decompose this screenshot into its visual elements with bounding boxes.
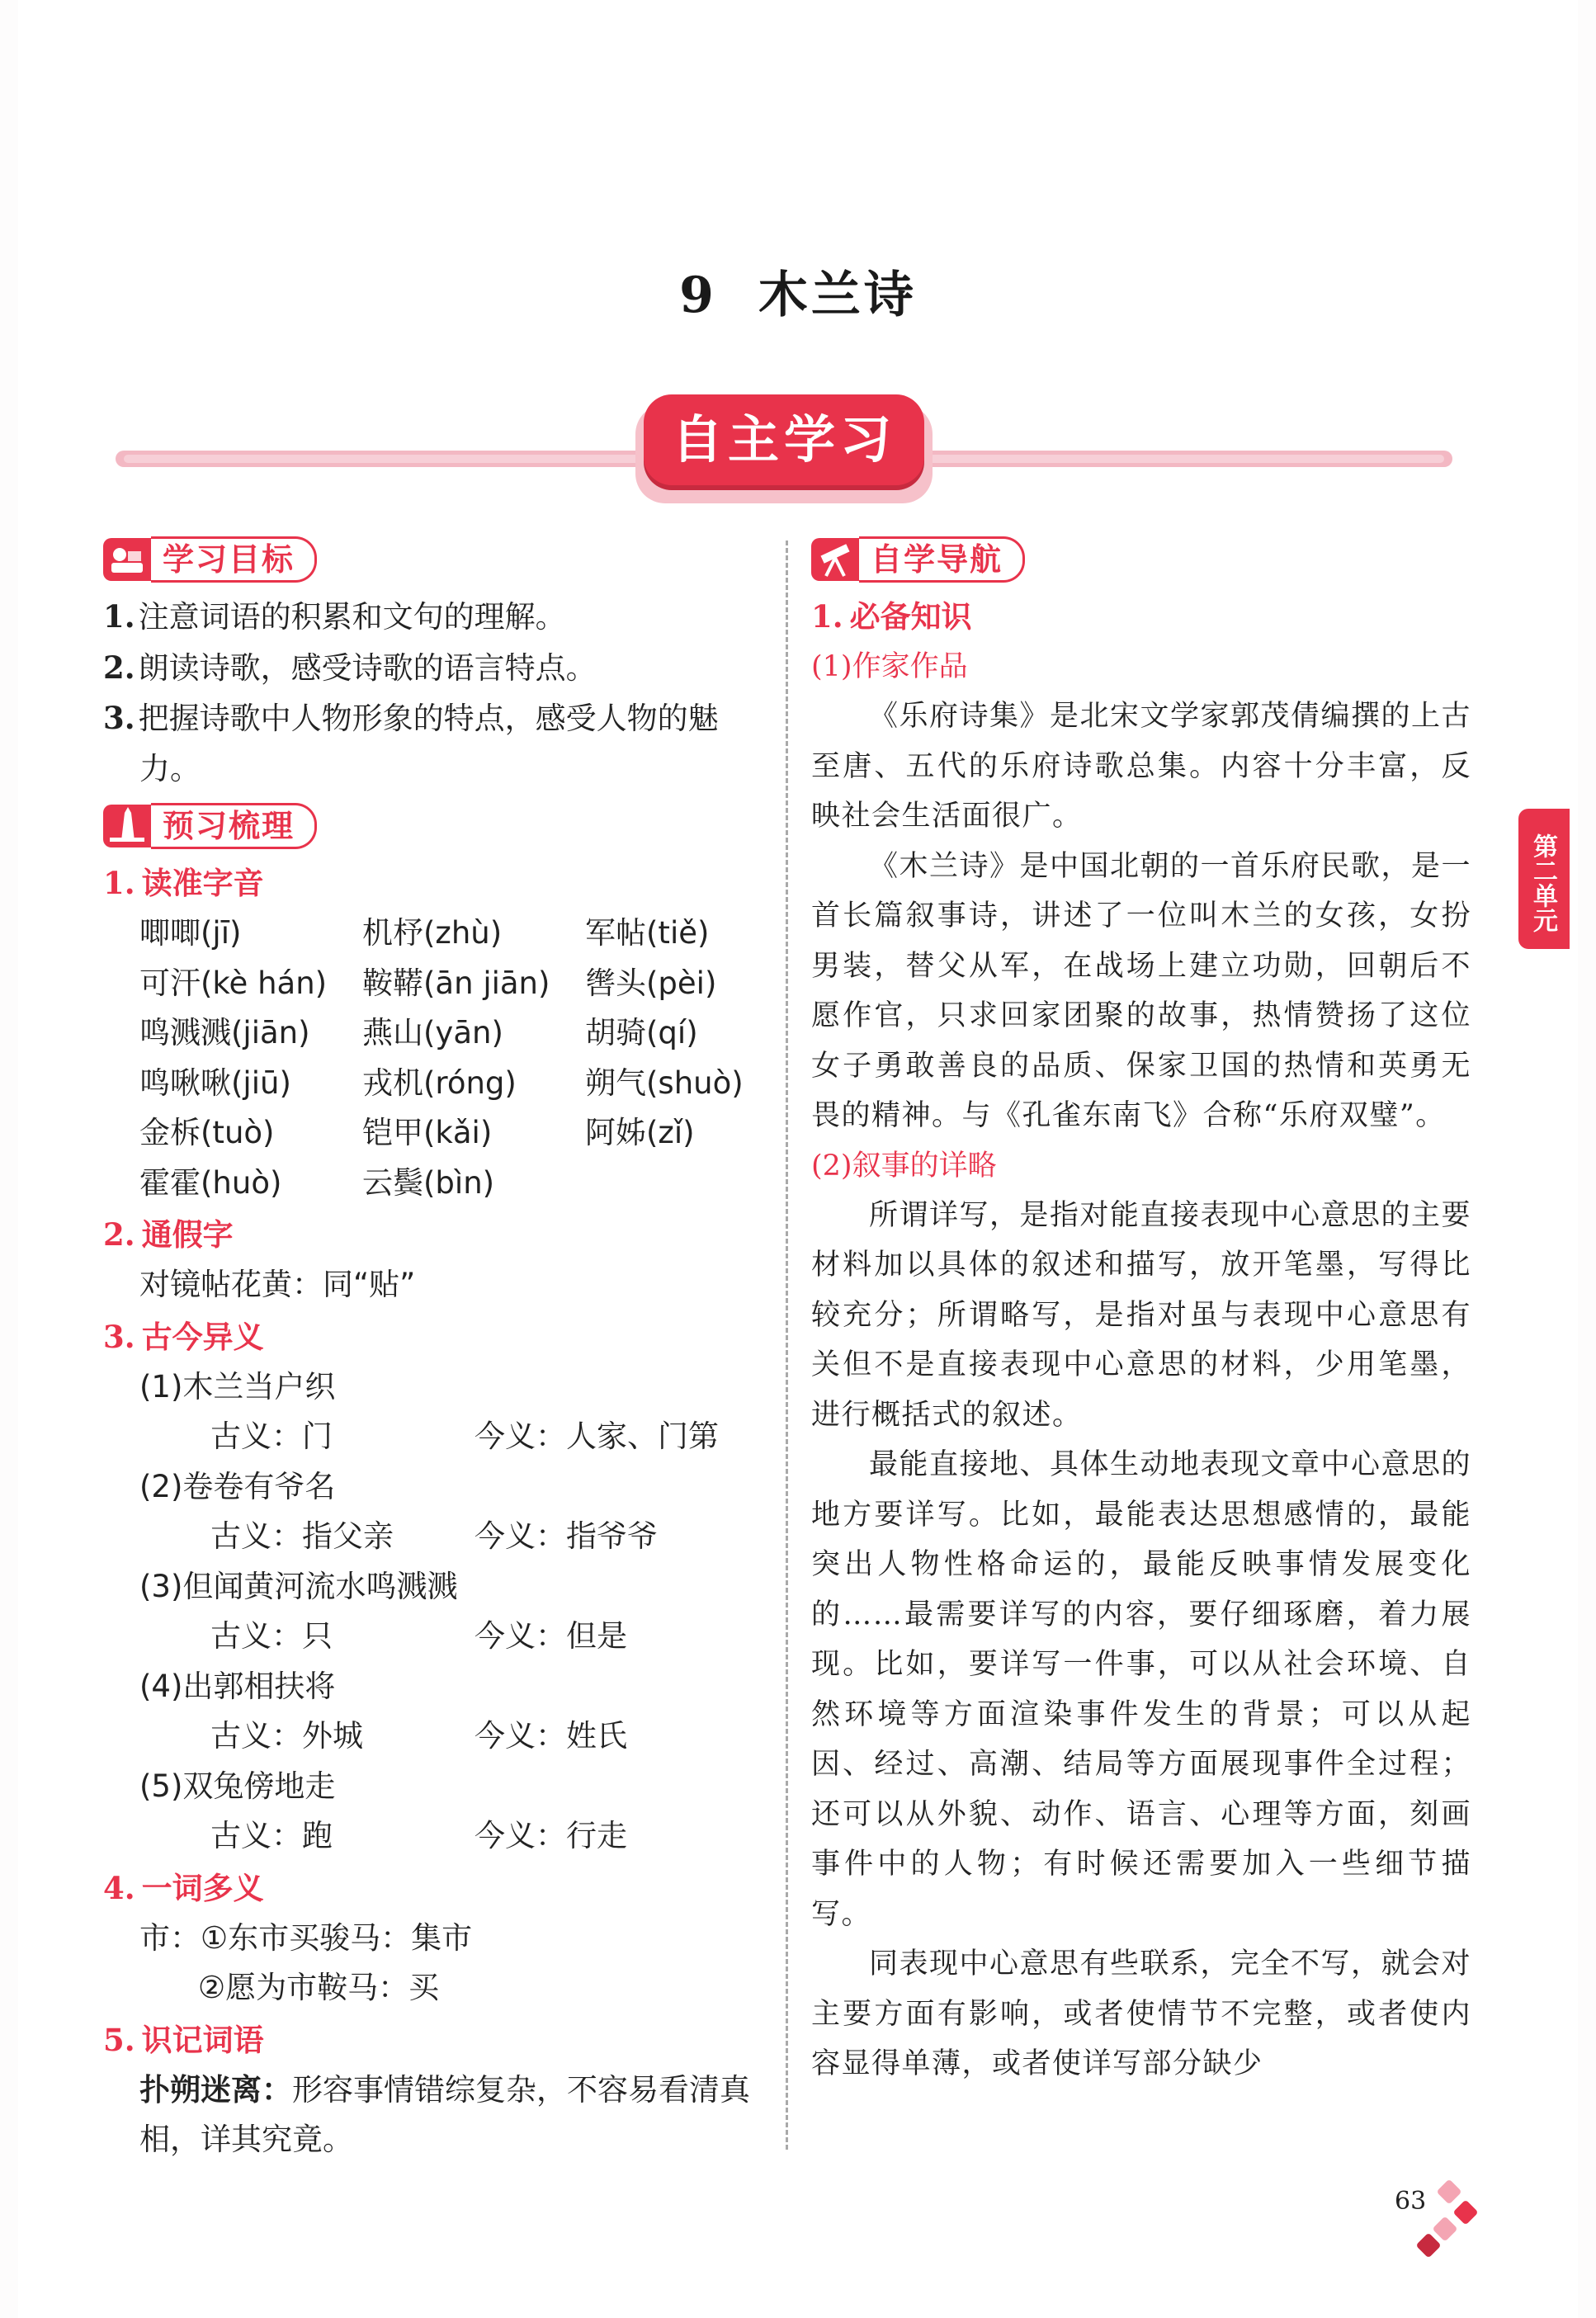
page-number: 63 — [1395, 2187, 1427, 2216]
loan-char-item: 对镜帖花黄：同“贴” — [139, 1267, 416, 1302]
pinyin-item: 鞍鞯(ān jiān) — [362, 965, 550, 1001]
polysemy-heading: 4. 一词多义 — [103, 1869, 264, 1906]
meaning-question: (3)但闻黄河流水鸣溅溅 — [139, 1568, 458, 1604]
telescope-icon — [811, 538, 859, 581]
meaning-pair: 古义：外城 今义：姓氏 — [210, 1718, 627, 1754]
meaning-question: (1)木兰当户织 — [139, 1368, 336, 1404]
right-column — [811, 532, 1471, 2089]
pinyin-item: 铠甲(kǎi) — [362, 1115, 493, 1150]
pinyin-item: 燕山(yān) — [362, 1015, 503, 1050]
meaning-change-heading: 3. 古今异义 — [103, 1318, 264, 1355]
paragraph: 《木兰诗》是中国北朝的一首乐府民歌，是一首长篇叙事诗，讲述了一位叫木兰的女孩，女扮男装，替父从军，在战场上建立功勋，回朝后不愿作官，只求回家团聚的故事，热情赞扬了这位女子勇敢善良的品质、保家卫国的热情和英勇无畏的精神。与《孔雀东南飞》合称“乐府双璧”。 — [811, 849, 1472, 1132]
goal-item: 1. 注意词语的积累和文句的理解。 — [103, 598, 566, 635]
paragraph: 《乐府诗集》是北宋文学家郭茂倩编撰的上古至唐、五代的乐府诗歌总集。内容十分丰富，反映社会生活面很广。 — [811, 700, 1472, 833]
meaning-question: (4)出郭相扶将 — [139, 1668, 336, 1704]
meaning-pair: 古义：只 今义：但是 — [210, 1618, 627, 1654]
pinyin-item: 霍霍(huò) — [139, 1164, 282, 1201]
nav-label: 自学导航 — [859, 536, 1025, 583]
preview-header — [103, 799, 776, 853]
unit-tab: 第二单元 — [1518, 809, 1570, 949]
pinyin-item: 鸣溅溅(jiān) — [139, 1015, 310, 1050]
pinyin-item: 唧唧(jī) — [139, 915, 242, 951]
preview-label: 预习梳理 — [151, 803, 317, 849]
goal-item: 3. 把握诗歌中人物形象的特点，感受人物的魅力。 — [103, 700, 719, 786]
paragraph: 所谓详写，是指对能直接表现中心意思的主要材料加以具体的叙述和描写，放开笔墨，写得比较充分；所谓略写，是指对虽与表现中心意思有关但不是直接表现中心意思的材料，少用笔墨，进行概括式的叙述。 — [811, 1198, 1472, 1432]
lesson-name: 木兰诗 — [758, 267, 917, 324]
loan-char-heading: 2. 通假字 — [103, 1216, 234, 1253]
pinyin-item: 朔气(shuò) — [585, 1065, 744, 1101]
lesson-title — [0, 256, 1596, 327]
pinyin-item: 戎机(róng) — [362, 1065, 517, 1101]
pinyin-item: 阿姊(zǐ) — [585, 1115, 695, 1150]
nav-header — [811, 532, 1471, 587]
polysemy-line: 市：①东市买骏马：集市 — [139, 1919, 473, 1956]
polysemy-line: ②愿为市鞍马：买 — [198, 1970, 440, 2005]
pinyin-list — [103, 909, 776, 1208]
goals-header — [103, 532, 776, 587]
authors-works-heading: (1)作家作品 — [811, 650, 968, 683]
pinyin-item: 军帖(tiě) — [585, 915, 710, 951]
pinyin-item — [585, 1159, 800, 1209]
left-column — [103, 532, 776, 2165]
pinyin-item: 云鬓(bìn) — [362, 1164, 495, 1201]
paragraph: 最能直接地、具体生动地表现文章中心意思的地方要详写。比如，最能表达思想感情的，最能突出人物性格命运的，最能反映事情发展变化的……最需要详写的内容，要仔细琢磨，着力展现。比如，要详写一件事，可以从社会环境、自然环境等方面渲染事件发生的背景；可以从起因、经过、高潮、结局等方面展现事件全过程；还可以从外貌、动作、语言、心理等方面，刻画事件中的人物；有时候还需要加入一些细节描写。 — [811, 1448, 1472, 1931]
goal-item: 2. 朗读诗歌，感受诗歌的语言特点。 — [103, 649, 597, 686]
meaning-change-list — [103, 1362, 776, 1862]
goals-label: 学习目标 — [151, 536, 317, 583]
pencil-icon — [103, 805, 151, 847]
meaning-pair: 古义：指父亲 今义：指爷爷 — [210, 1518, 658, 1554]
pinyin-item: 金柝(tuò) — [139, 1115, 275, 1150]
column-divider — [786, 541, 788, 2150]
paragraph: 同表现中心意思有些联系，完全不写，就会对主要方面有影响，或者使情节不完整，或者使内容显得单薄，或者使详写部分缺少 — [811, 1947, 1472, 2080]
pinyin-item: 鸣啾啾(jiū) — [139, 1065, 291, 1101]
meaning-question: (2)卷卷有爷名 — [139, 1468, 336, 1504]
section-banner: 自主学习 — [644, 394, 924, 485]
narration-detail-heading: (2)叙事的详略 — [811, 1149, 997, 1183]
reader-icon — [103, 538, 151, 581]
lesson-number: 9 — [679, 267, 717, 324]
vocab-entry: 扑朔迷离：形容事情错综复杂，不容易看清真相，详其究竟。 — [139, 2071, 750, 2157]
meaning-question: (5)双兔傍地走 — [139, 1768, 336, 1804]
meaning-pair: 古义：跑 今义：行走 — [210, 1818, 627, 1853]
pinyin-item: 胡骑(qí) — [585, 1015, 698, 1050]
knowledge-heading: 1. 必备知识 — [811, 598, 972, 635]
pronunciation-heading: 1. 读准字音 — [103, 865, 264, 901]
pinyin-item: 辔头(pèi) — [585, 965, 717, 1001]
meaning-pair: 古义：门 今义：人家、门第 — [210, 1419, 719, 1454]
pinyin-item: 可汗(kè hán) — [139, 965, 328, 1001]
pinyin-item: 机杼(zhù) — [362, 915, 503, 951]
vocab-heading: 5. 识记词语 — [103, 2021, 264, 2058]
